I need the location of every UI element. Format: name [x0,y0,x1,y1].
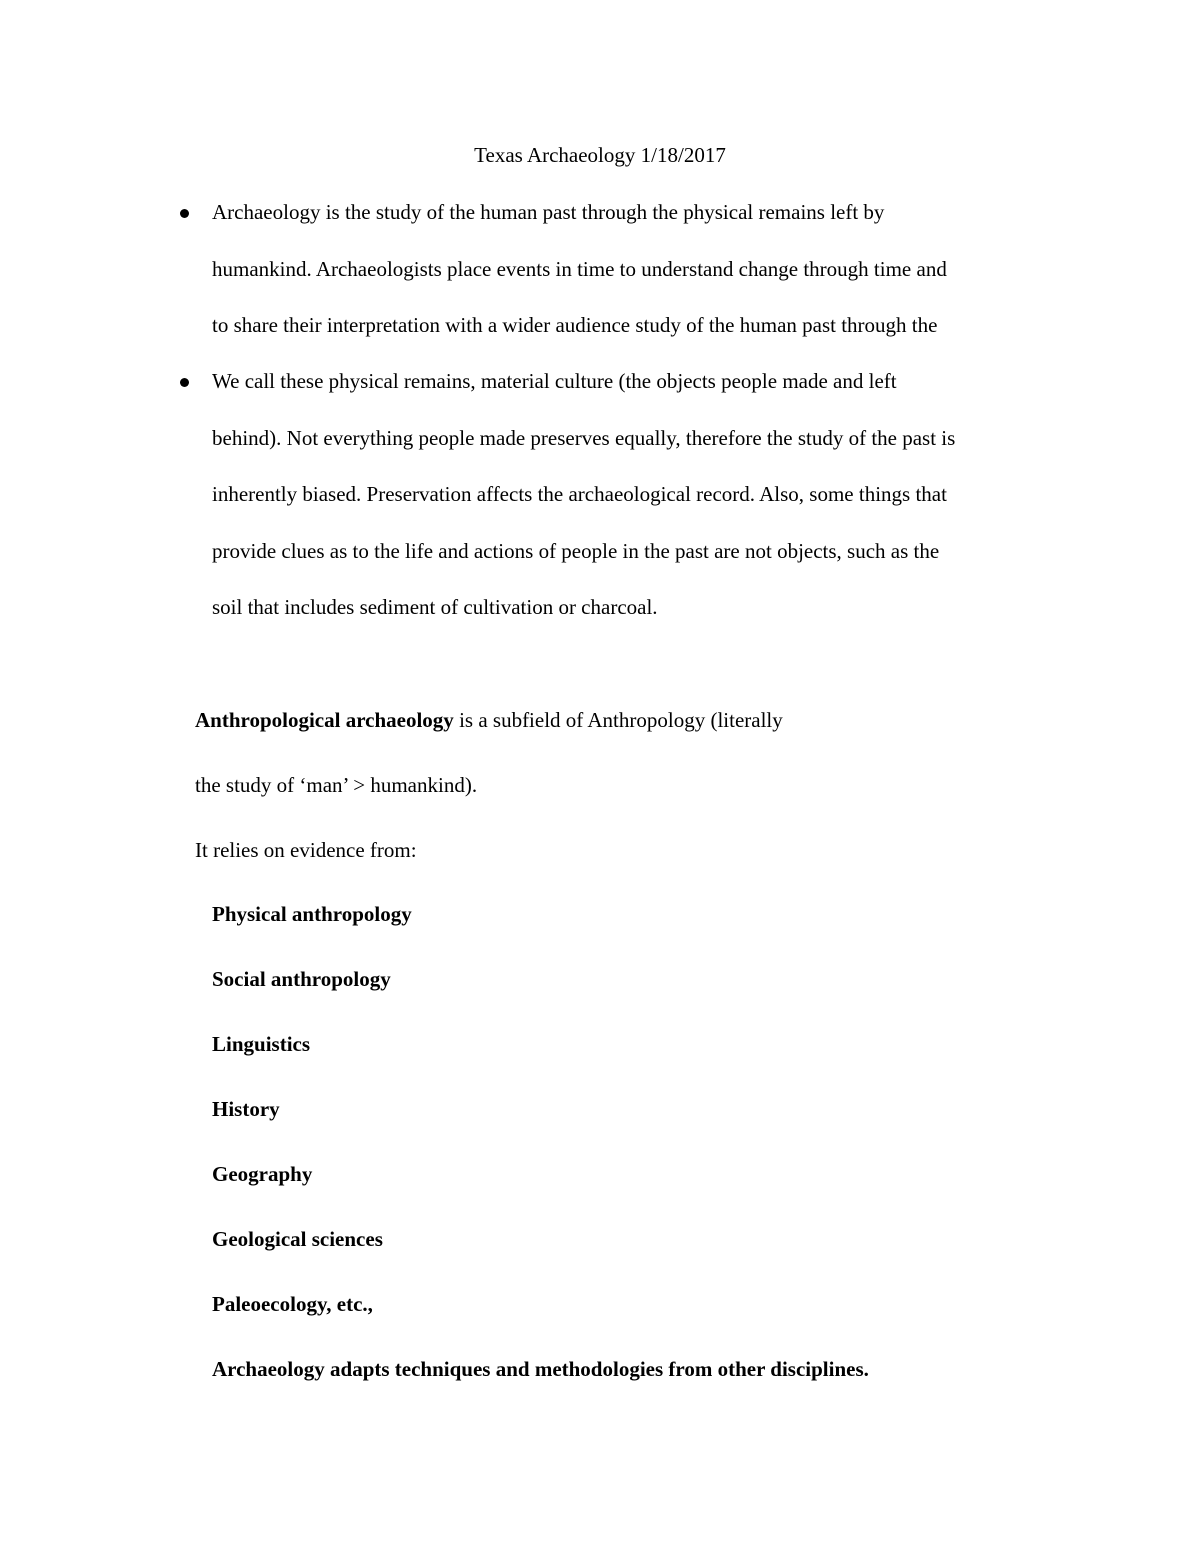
discipline-item: Social anthropology [212,967,391,991]
bullet-marker [180,209,189,218]
bullet-2-line-5: soil that includes sediment of cultivation or charcoal. [212,595,658,619]
discipline-item: Physical anthropology [212,902,412,926]
anthro-line-1-rest: is a subfield of Anthropology (literally [453,708,783,732]
discipline-item: History [212,1097,280,1121]
anthro-line-2: the study of ‘man’ > humankind). [195,773,478,797]
bullet-2-line-1: We call these physical remains, material culture (the objects people made and left [212,369,897,393]
bullet-2-line-3: inherently biased. Preservation affects the archaeological record. Also, some things that [212,482,947,506]
bullet-2-line-2: behind). Not everything people made preserves equally, therefore the study of the past is [212,426,956,450]
bullet-1-line-3: to share their interpretation with a wider audience study of the human past through the [212,313,938,337]
discipline-item: Paleoecology, etc., [212,1292,373,1316]
discipline-item: Geological sciences [212,1227,383,1251]
discipline-item: Geography [212,1162,313,1186]
bullet-2-line-4: provide clues as to the life and actions of people in the past are not objects, such as the [212,539,940,563]
bullet-1-line-2: humankind. Archaeologists place events in time to understand change through time and [212,257,947,281]
anthro-bold-term: Anthropological archaeology [195,708,454,732]
anthro-line-3: It relies on evidence from: [195,838,417,862]
discipline-item: Archaeology adapts techniques and methodologies from other disciplines. [212,1357,869,1381]
bullet-1-line-1: Archaeology is the study of the human past through the physical remains left by [212,200,885,224]
document-title: Texas Archaeology 1/18/2017 [474,143,726,167]
anthro-line-1 [195,706,783,734]
discipline-item: Linguistics [212,1032,311,1056]
bullet-marker [180,378,189,387]
